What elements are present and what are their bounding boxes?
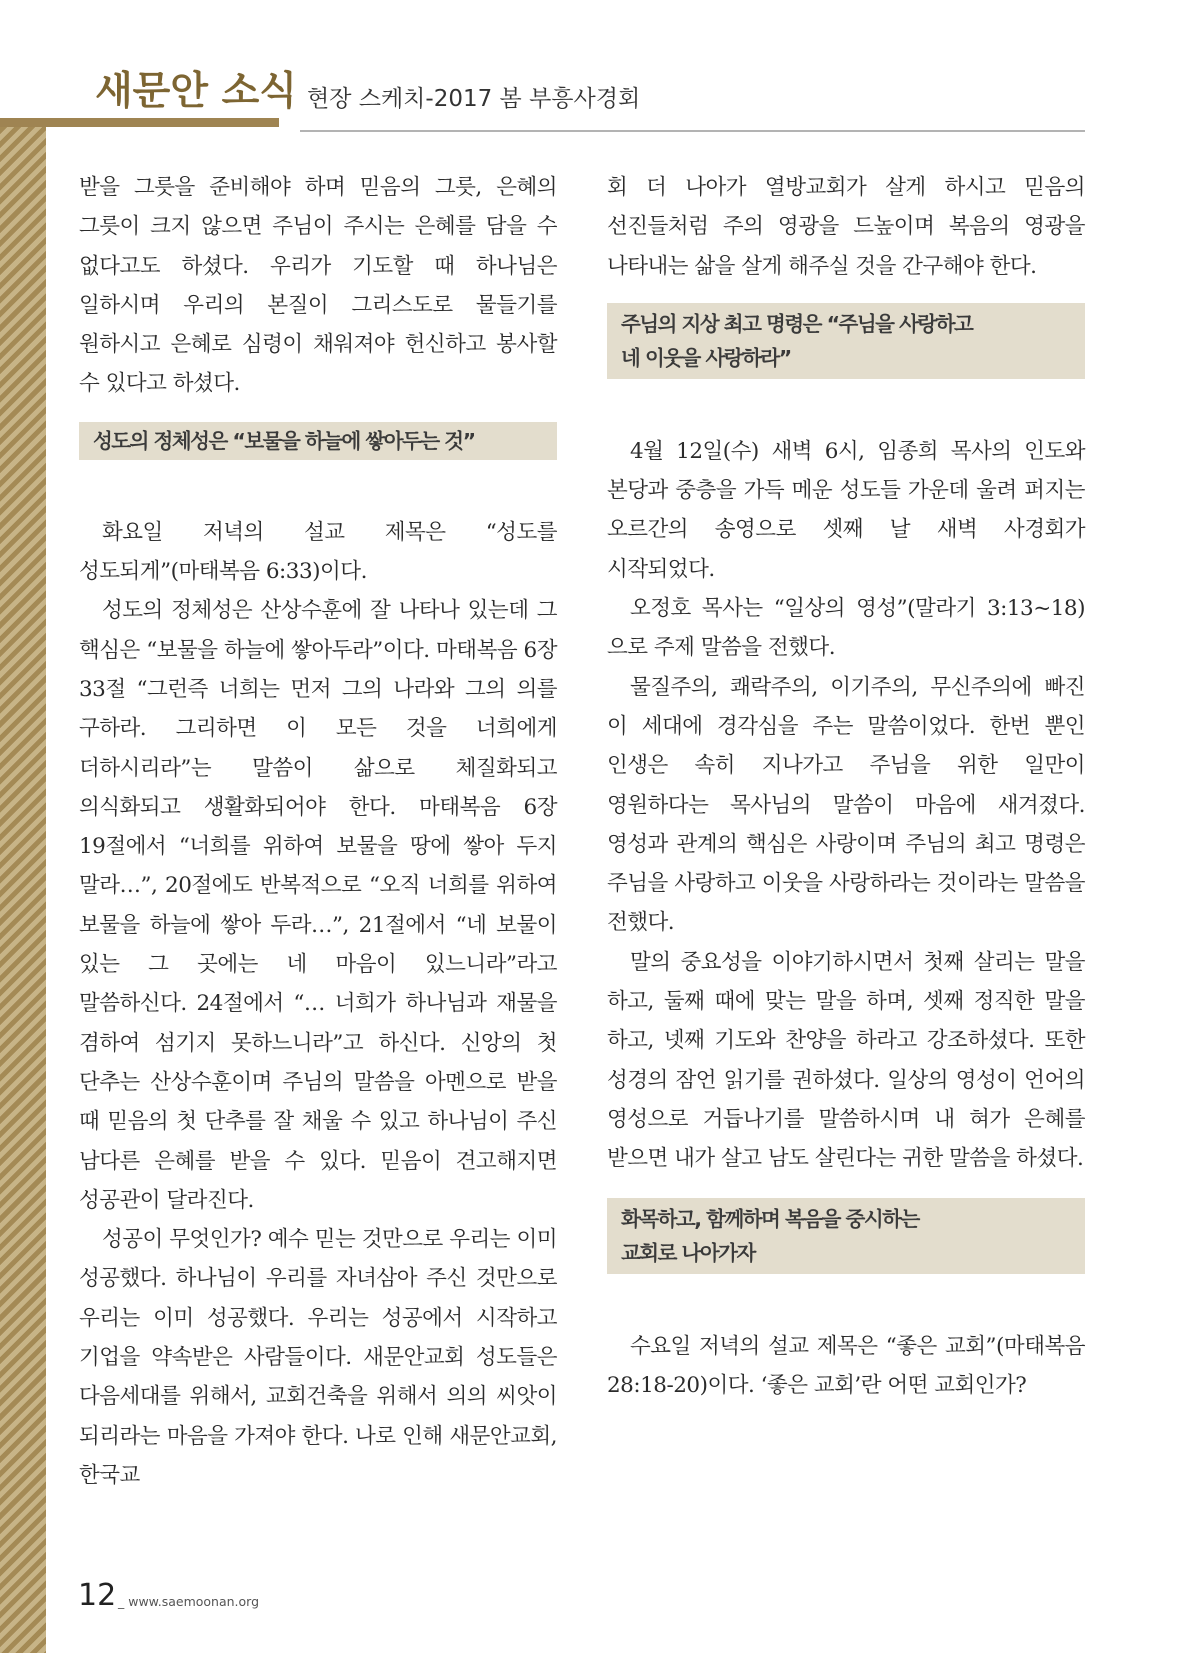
paragraph: 물질주의, 쾌락주의, 이기주의, 무신주의에 빠진 이 세대에 경각심을 주는 말씀이었다. 한번 뿐인 인생은 속히 지나가고 주님을 위한 일만이 영원하다는 목사님의 말씀이 마음에 새겨졌다. 영성과 관계의 핵심은 사랑이며 주님의 최고 명령은 주님을 사랑하고 이웃을 사랑하라는 것이라는 말씀을 전했다. [607, 674, 1085, 936]
paragraph: 받을 그릇을 준비해야 하며 믿음의 그릇, 은혜의 그릇이 크지 않으면 주님이 주시는 은혜를 담을 수 없다고도 하셨다. 우리가 기도할 때 하나님은 일하시며 우리의 본질이 그리스도로 물들기를 원하시고 은혜로 심령이 채워져야 헌신하고 봉사할 수 있다고 하셨다. [79, 175, 557, 397]
paragraph: 성공이 무엇인가? 예수 믿는 것만으로 우리는 이미 성공했다. 하나님이 우리를 자녀삼아 주신 것만으로 우리는 이미 성공했다. 우리는 성공에서 시작하고 기업을 약속받은 사람들이다. 새문안교회 성도들은 다음세대를 위해서, 교회건축을 위해서 의의 씨앗이 되리라는 마음을 가져야 한다. 나로 인해 새문안교회, 한국교 [79, 1227, 557, 1488]
decorative-stripe [0, 127, 46, 1653]
section-title: 새문안 소식 [95, 69, 297, 114]
subheading-text: 성도의 정체성은 “보물을 하늘에 쌓아두는 것” [93, 428, 475, 453]
right-column [607, 168, 1085, 1405]
page-number: 12 [78, 1578, 117, 1613]
paragraph: 성도의 정체성은 산상수훈에 잘 나타나 있는데 그 핵심은 “보물을 하늘에 쌓아두라”이다. 마태복음 6장 33절 “그런즉 너희는 먼저 그의 나라와 그의 의를 구하라. 그리하면 이 모든 것을 너희에게 더하시리라”는 말씀이 삶으로 체질화되고 의식화되고 생활화되어야 한다. 마태복음 6장 19절에서 “너희를 위하여 보물을 땅에 쌓아 두지 말라…”, 20절에도 반복적으로 “오직 너희를 위하여 보물을 하늘에 쌓아 두라…”, 21절에서 “네 보물이 있는 그 곳에는 네 마음이 있느니라”라고 말씀하신다. 24절에서 “… 너희가 하나님과 재물을 겸하여 섬기지 못하느니라”고 하신다. 신앙의 첫 단추는 산상수훈이며 주님의 말씀을 아멘으로 받을 때 믿음의 첫 단추를 잘 채울 수 있고 하나님이 주신 남다른 은혜를 받을 수 있다. 믿음이 견고해지면 성공관이 달라진다. [79, 598, 557, 1213]
subheading [607, 303, 1085, 379]
subheading [79, 422, 557, 460]
left-column [79, 168, 557, 1495]
paragraph: 오정호 목사는 “일상의 영성”(말라기 3:13~18)으로 주제 말씀을 전했다. [607, 596, 1085, 661]
paragraph: 4월 12일(수) 새벽 6시, 임종희 목사의 인도와 본당과 중층을 가득 메운 성도들 가운데 울려 퍼지는 오르간의 송영으로 셋째 날 새벽 사경회가 시작되었다. [607, 438, 1085, 582]
header-accent-bar [0, 118, 279, 127]
subheading-line: 네 이웃을 사랑하라” [621, 345, 791, 370]
subheading-line: 주님의 지상 최고 명령은 “주님을 사랑하고 [621, 311, 973, 336]
paragraph: 회 더 나아가 열방교회가 살게 하시고 믿음의 선진들처럼 주의 영광을 드높이며 복음의 영광을 나타내는 삶을 살게 해주실 것을 간구해야 한다. [607, 175, 1085, 279]
subheading-line: 교회로 나아가자 [621, 1240, 755, 1265]
paragraph: 화요일 저녁의 설교 제목은 “성도를 성도되게”(마태복음 6:33)이다. [79, 519, 557, 585]
subheading-line: 화목하고, 함께하며 복음을 중시하는 [621, 1206, 919, 1231]
footer-url: _ www.saemoonan.org [118, 1594, 260, 1609]
page-subtitle: 현장 스케치-2017 봄 부흥사경회 [307, 86, 641, 112]
paragraph: 수요일 저녁의 설교 제목은 “좋은 교회”(마태복음 28:18-20)이다. ‘좋은 교회’란 어떤 교회인가? [607, 1333, 1085, 1398]
header-divider [300, 130, 1085, 132]
subheading [607, 1198, 1085, 1274]
paragraph: 말의 중요성을 이야기하시면서 첫째 살리는 말을 하고, 둘째 때에 맞는 말을 하며, 셋째 정직한 말을 하고, 넷째 기도와 찬양을 하라고 강조하셨다. 또한 성경의 잠언 읽기를 권하셨다. 일상의 영성이 언어의 영성으로 거듭나기를 말씀하시며 내 혀가 은혜를 받으면 내가 살고 남도 살린다는 귀한 말씀을 하셨다. [607, 949, 1085, 1172]
